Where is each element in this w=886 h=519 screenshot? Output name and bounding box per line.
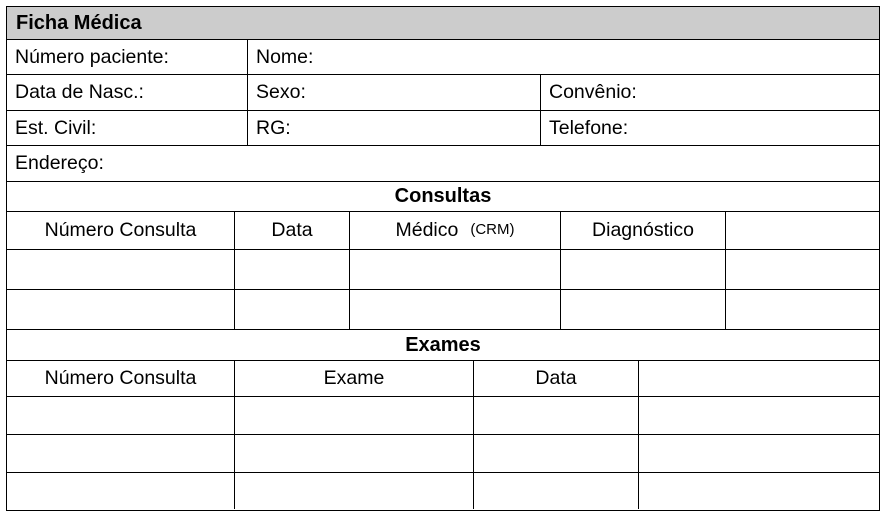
patient-row-3 (7, 111, 879, 146)
exames-cell[interactable] (473, 435, 638, 472)
exames-col-numero (7, 361, 234, 396)
exames-cell[interactable] (638, 435, 879, 472)
consultas-header-row (7, 212, 879, 250)
exames-heading-text: Exames (405, 333, 481, 356)
exames-header-row (7, 361, 879, 397)
data-nasc-field[interactable] (7, 75, 247, 110)
exames-cell[interactable] (638, 397, 879, 434)
exames-cell[interactable] (234, 473, 473, 509)
exames-col-data (473, 361, 638, 396)
exames-cell[interactable] (7, 397, 234, 434)
exames-col-exame-label: Exame (323, 367, 385, 389)
consultas-col-medico-note: (CRM) (470, 221, 515, 238)
sexo-field[interactable] (247, 75, 540, 110)
exames-row (7, 435, 879, 473)
consultas-col-data (234, 212, 349, 249)
consultas-cell[interactable] (7, 290, 234, 329)
exames-col-extra (638, 361, 879, 396)
rg-label: RG: (256, 116, 291, 139)
consultas-col-data-label: Data (271, 219, 313, 241)
exames-row (7, 473, 879, 509)
exames-cell[interactable] (234, 397, 473, 434)
medical-record-form (6, 6, 880, 511)
telefone-field[interactable] (540, 111, 879, 145)
consultas-col-numero-label: Número Consulta (44, 219, 197, 241)
endereco-field[interactable] (7, 146, 879, 181)
consultas-heading (7, 182, 879, 212)
consultas-col-diagnostico-label: Diagnóstico (592, 219, 694, 241)
exames-col-data-label: Data (535, 367, 577, 389)
data-nasc-label: Data de Nasc.: (15, 81, 144, 103)
est-civil-label: Est. Civil: (15, 116, 97, 139)
exames-cell[interactable] (7, 435, 234, 472)
consultas-col-extra (725, 212, 879, 249)
consultas-cell[interactable] (234, 250, 349, 289)
consultas-cell[interactable] (7, 250, 234, 289)
exames-cell[interactable] (473, 473, 638, 509)
telefone-label: Telefone: (549, 116, 629, 139)
exames-col-numero-label: Número Consulta (44, 367, 197, 389)
consultas-cell[interactable] (349, 290, 560, 329)
consultas-heading-text: Consultas (394, 185, 492, 207)
consultas-cell[interactable] (234, 290, 349, 329)
patient-row-1 (7, 40, 879, 75)
nome-field[interactable] (247, 40, 879, 74)
numero-paciente-label: Número paciente: (15, 45, 169, 68)
exames-cell[interactable] (473, 397, 638, 434)
convenio-label: Convênio: (549, 81, 637, 103)
consultas-cell[interactable] (725, 290, 879, 329)
exames-heading (7, 330, 879, 361)
consultas-cell[interactable] (560, 250, 725, 289)
sexo-label: Sexo: (256, 81, 306, 103)
endereco-label: Endereço: (15, 152, 104, 174)
exames-cell[interactable] (234, 435, 473, 472)
consultas-row (7, 250, 879, 290)
exames-row (7, 397, 879, 435)
consultas-cell[interactable] (349, 250, 560, 289)
convenio-field[interactable] (540, 75, 879, 110)
consultas-col-medico (349, 212, 560, 249)
form-title-text: Ficha Médica (16, 11, 142, 34)
consultas-cell[interactable] (725, 250, 879, 289)
patient-row-2 (7, 75, 879, 111)
consultas-col-numero (7, 212, 234, 249)
est-civil-field[interactable] (7, 111, 247, 145)
form-title (7, 7, 879, 40)
exames-cell[interactable] (7, 473, 234, 509)
nome-label: Nome: (256, 45, 314, 68)
exames-cell[interactable] (638, 473, 879, 509)
patient-row-4 (7, 146, 879, 182)
exames-col-exame (234, 361, 473, 396)
numero-paciente-field[interactable] (7, 40, 247, 74)
consultas-cell[interactable] (560, 290, 725, 329)
rg-field[interactable] (247, 111, 540, 145)
consultas-row (7, 290, 879, 330)
consultas-col-medico-label: Médico (395, 219, 459, 241)
consultas-col-diagnostico (560, 212, 725, 249)
